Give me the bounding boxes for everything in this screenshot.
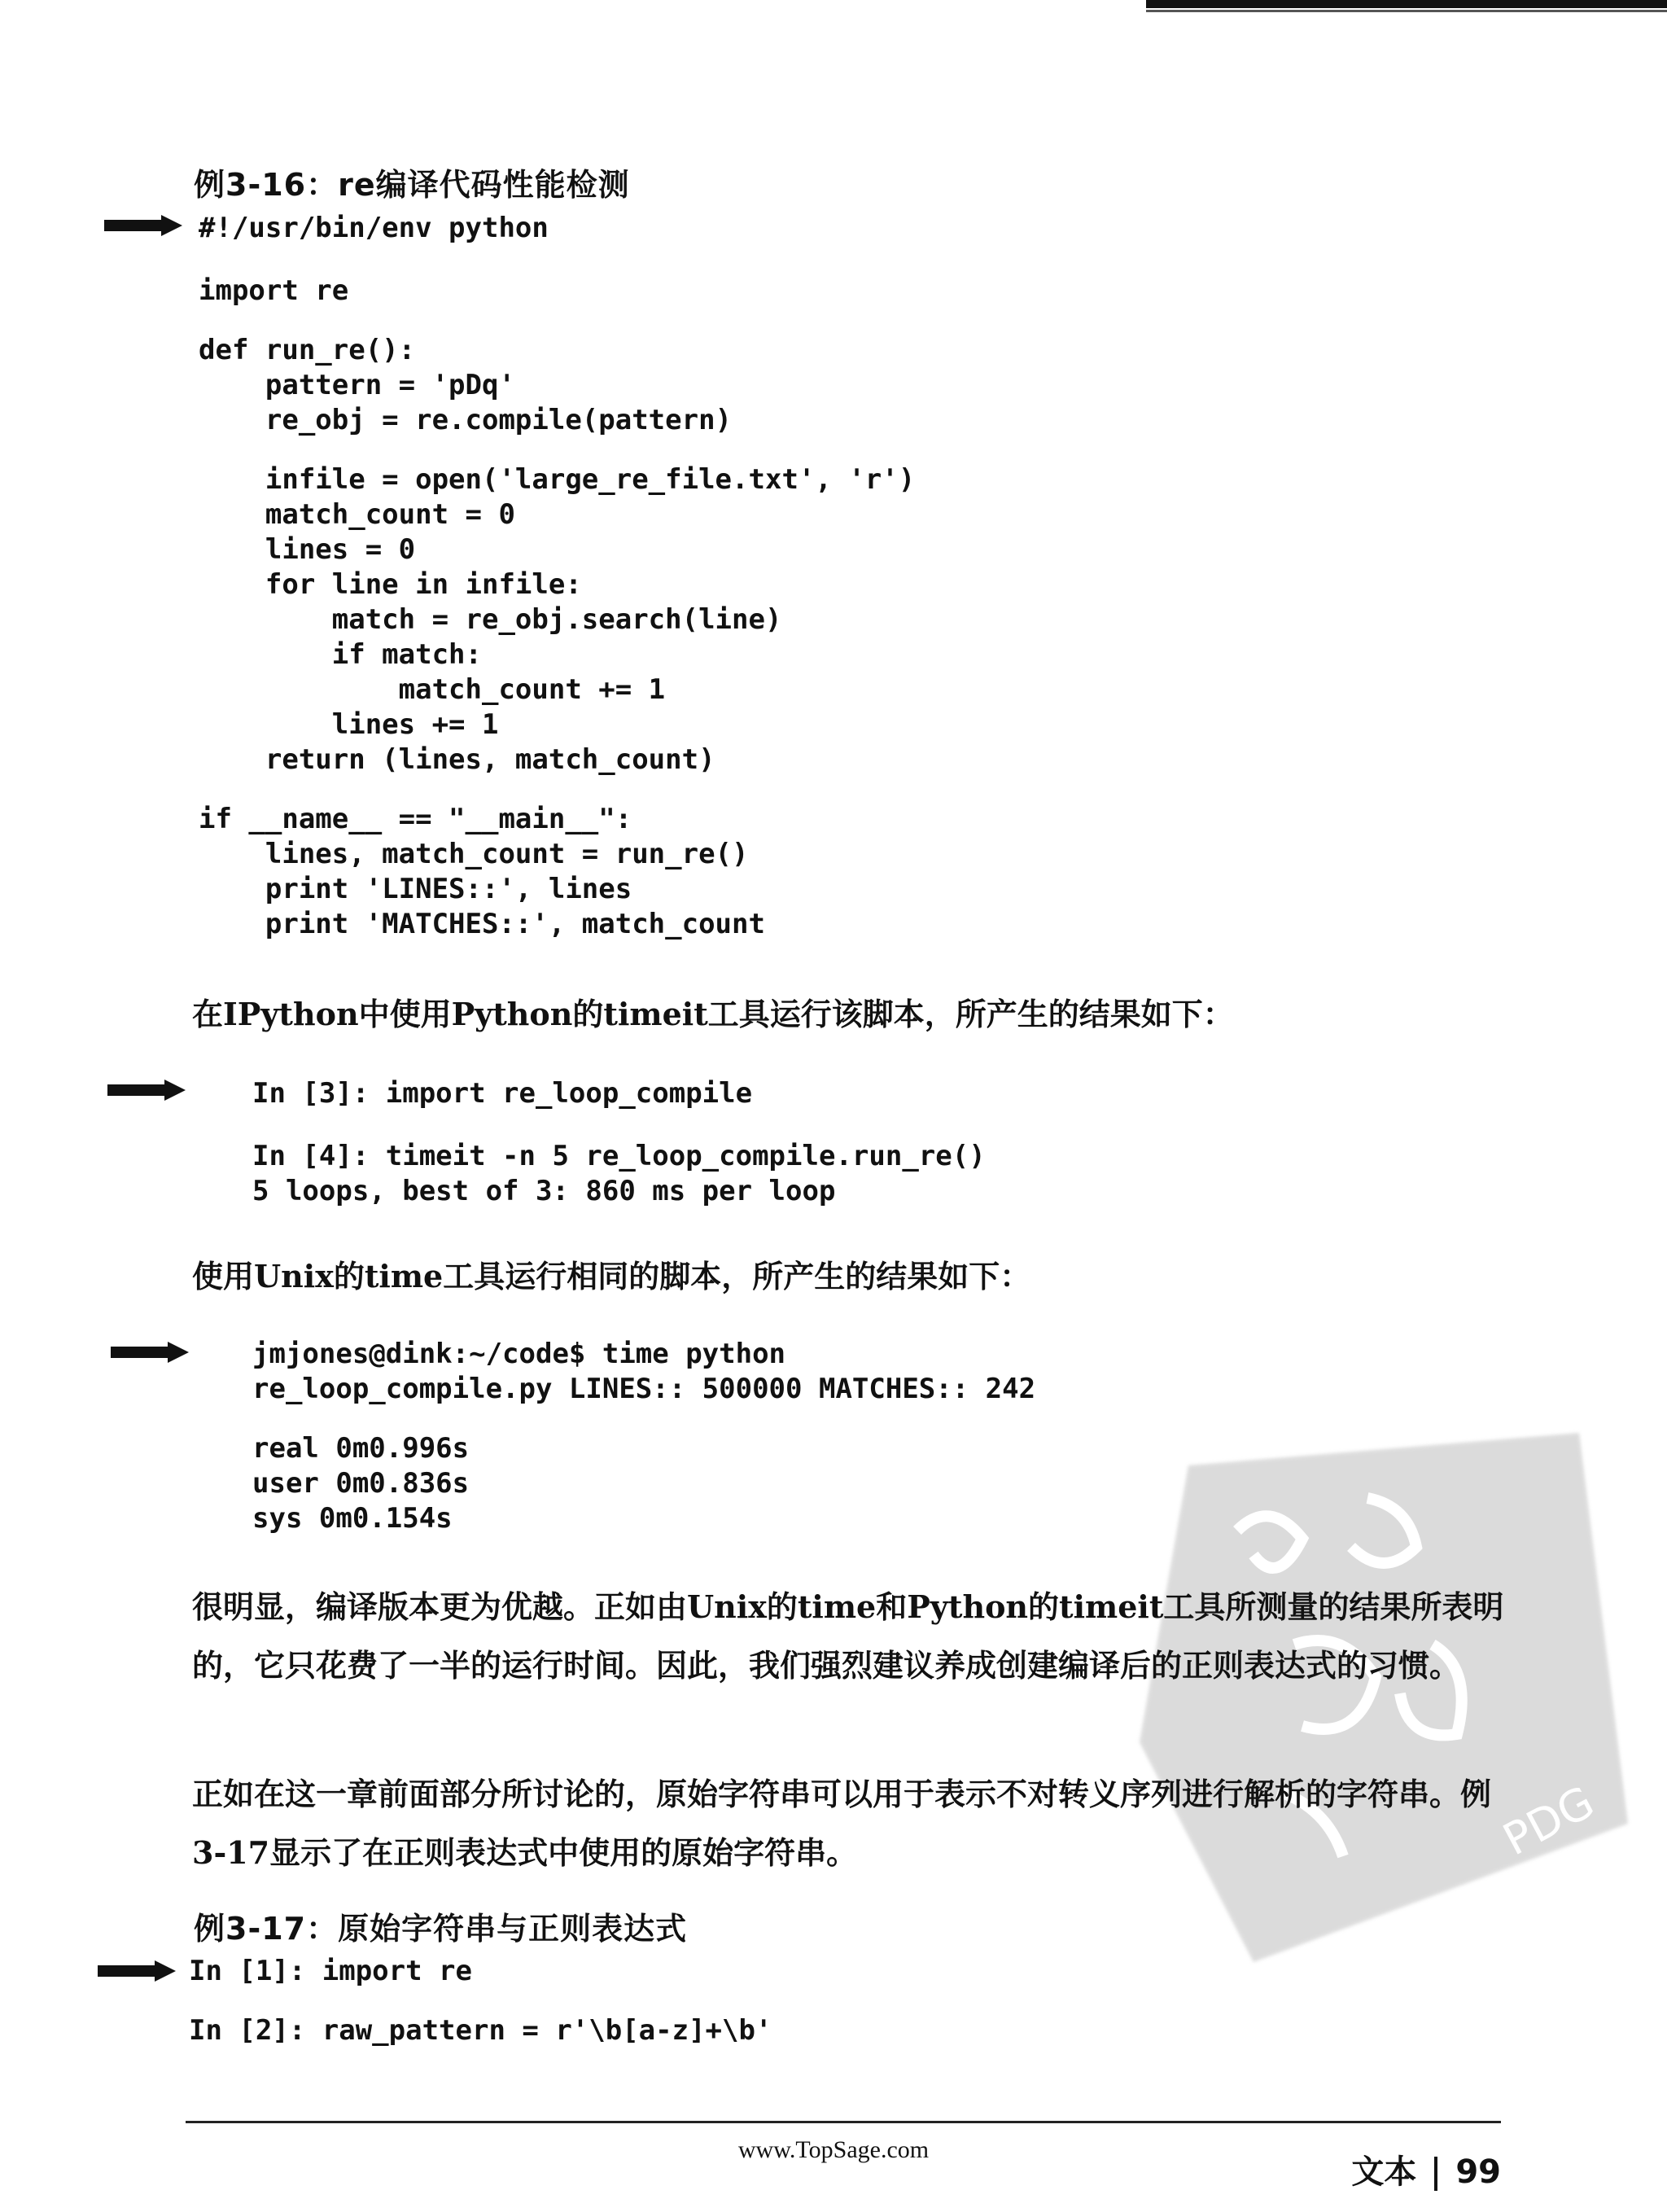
footer-separator	[1434, 2157, 1437, 2191]
code-line	[199, 777, 915, 802]
code-line: user 0m0.836s	[252, 1467, 470, 1500]
code-line: 5 loops, best of 3: 860 ms per loop	[252, 1175, 836, 1207]
code-line: match = re_obj.search(line)	[199, 603, 782, 636]
code-line	[199, 246, 915, 274]
footer-rule	[186, 2121, 1501, 2123]
code-line: In [3]: import re_loop_compile	[252, 1077, 753, 1110]
top-rule	[1146, 0, 1667, 8]
code-line: re_loop_compile.py LINES:: 500000 MATCHES:: 242	[252, 1373, 1036, 1405]
code-line: lines, match_count = run_re()	[199, 838, 749, 870]
code-line	[252, 1407, 1035, 1431]
margin-arrow-icon	[111, 1342, 189, 1363]
timeit-intro-paragraph: 在IPython中使用Python的timeit工具运行该脚本，所产生的结果如下：	[192, 996, 1234, 1032]
code-line: pattern = 'pDq'	[199, 369, 515, 401]
code-line: re_obj = re.compile(pattern)	[199, 404, 733, 436]
footer-section: 文本	[1351, 2153, 1417, 2191]
code-line	[199, 438, 915, 462]
code-line: #!/usr/bin/env python	[199, 212, 549, 244]
example-3-17-code	[189, 1954, 772, 2048]
code-line: real 0m0.996s	[252, 1432, 470, 1465]
code-line: print 'LINES::', lines	[199, 873, 632, 905]
code-line	[189, 1989, 772, 2013]
code-line: In [2]: raw_pattern = r'\b[a-z]+\b'	[189, 2014, 772, 2047]
code-line	[252, 1111, 986, 1139]
code-line: if __name__ == "__main__":	[199, 803, 632, 835]
seal-text: PDG	[1494, 1776, 1603, 1866]
raw-strings-paragraph: 正如在这一章前面部分所讨论的，原始字符串可以用于表示不对转义序列进行解析的字符串。例3-17显示了在正则表达式中使用的原始字符串。	[192, 1776, 1492, 1871]
code-line: lines += 1	[199, 708, 499, 741]
code-line: import re	[199, 274, 349, 307]
code-line: jmjones@dink:~/code$ time python	[252, 1338, 786, 1370]
margin-arrow-icon	[107, 1080, 186, 1101]
unix-session-code	[252, 1337, 1035, 1536]
code-line: In [1]: import re	[189, 1955, 472, 1987]
code-line: for line in infile:	[199, 568, 582, 601]
code-line: if match:	[199, 638, 482, 671]
margin-arrow-icon	[104, 215, 182, 236]
code-line: match_count = 0	[199, 498, 515, 531]
example-3-17-caption: 例3-17：原始字符串与正则表达式	[194, 1911, 688, 1947]
code-line: infile = open('large_re_file.txt', 'r')	[199, 463, 916, 496]
code-line: lines = 0	[199, 533, 416, 566]
example-3-16-caption: 例3-16：re编译代码性能检测	[194, 167, 630, 203]
code-line: print 'MATCHES::', match_count	[199, 908, 765, 940]
code-line: return (lines, match_count)	[199, 743, 715, 776]
example-3-16-code	[199, 211, 915, 942]
margin-arrow-icon	[98, 1960, 176, 1982]
footer-page-info	[1351, 2146, 1501, 2192]
code-line: match_count += 1	[199, 673, 666, 706]
page-number: 99	[1455, 2153, 1501, 2191]
unix-time-intro-paragraph: 使用Unix的time工具运行相同的脚本，所产生的结果如下：	[192, 1258, 1031, 1294]
ipython-session-code	[252, 1076, 986, 1209]
conclusion-paragraph: 很明显，编译版本更为优越。正如由Unix的time和Python的timeit工具所测量的结果所表明的，它只花费了一半的运行时间。因此，我们强烈建议养成创建编译后的正则表达式的习惯。	[192, 1588, 1504, 1684]
code-line	[199, 309, 915, 333]
footer-url: www.TopSage.com	[737, 2136, 930, 2163]
code-line: sys 0m0.154s	[252, 1502, 453, 1535]
top-rule-thin	[1146, 10, 1667, 12]
code-line: def run_re():	[199, 334, 416, 366]
code-line: In [4]: timeit -n 5 re_loop_compile.run_re()	[252, 1140, 986, 1172]
